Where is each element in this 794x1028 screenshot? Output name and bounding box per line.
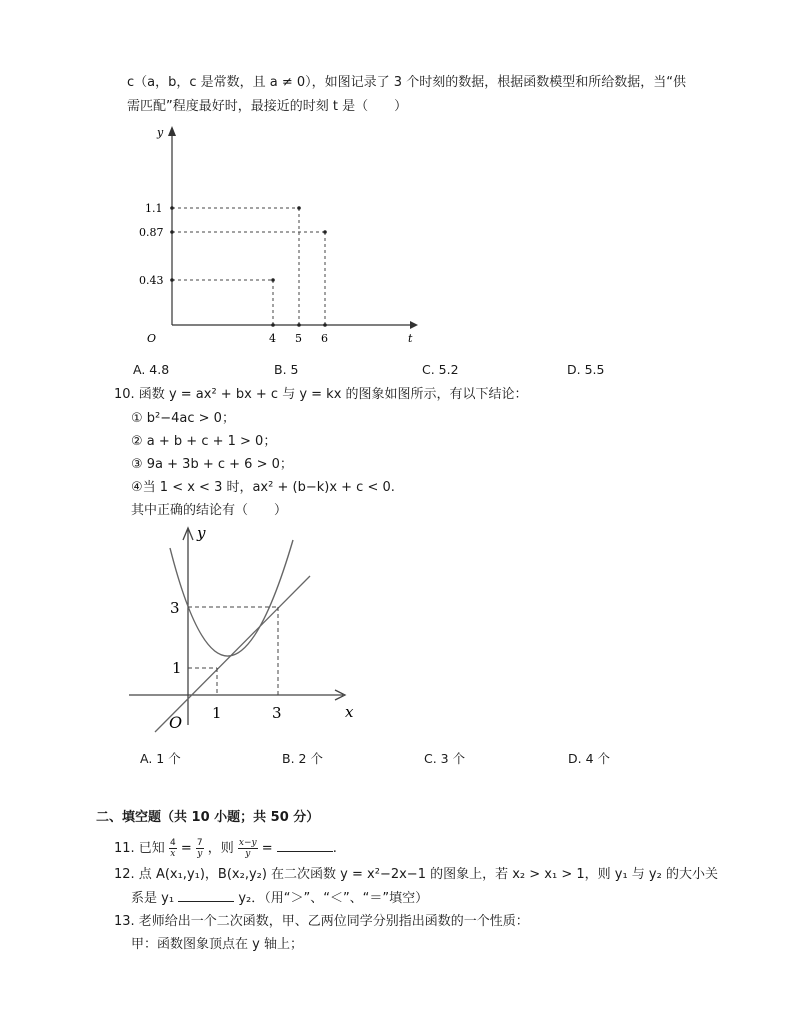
- q10-y-tick-label: 3: [170, 599, 180, 617]
- q10-stem: 10. 函数 y = ax² + bx + c 与 y = kx 的图象如图所示，有以下结论：: [114, 387, 528, 402]
- q10-conclusion-2: ② a + b + c + 1 > 0；: [131, 434, 277, 449]
- q10-option-c[interactable]: C. 3 个: [424, 751, 466, 766]
- q11-frac1-den: x: [170, 849, 176, 859]
- q9-y-tick-label: 0.87: [139, 226, 164, 239]
- q11-equals: =: [180, 841, 192, 856]
- q10-graph: [125, 520, 365, 740]
- q9-option-d[interactable]: D. 5.5: [567, 362, 605, 377]
- q11-period: .: [332, 841, 337, 856]
- q9-option-c[interactable]: C. 5.2: [422, 362, 459, 377]
- q11-frac1-num: 4: [169, 838, 176, 848]
- q10-x-tick-label: 1: [212, 704, 222, 722]
- q9-option-b[interactable]: B. 5: [274, 362, 299, 377]
- q11-fraction-7-over-y: [196, 838, 204, 859]
- q11-equals-2: =: [261, 841, 273, 856]
- q11-frac3-den: y: [245, 849, 251, 859]
- q9-x-tick-label: 6: [321, 332, 328, 345]
- q9-y-tick-label: 0.43: [139, 274, 164, 287]
- q12-line2-suffix: y₂．（用“＞”、“＜”、“＝”填空）: [238, 891, 429, 906]
- q11-line: [114, 838, 337, 860]
- q11-frac2-num: 7: [196, 838, 203, 848]
- q11-frac2-den: y: [197, 849, 203, 859]
- q9-option-a[interactable]: A. 4.8: [133, 362, 170, 377]
- q9-origin-label: O: [147, 332, 157, 345]
- q10-option-a[interactable]: A. 1 个: [140, 751, 181, 766]
- q9-y-tick-label: 1.1: [145, 202, 163, 215]
- q10-conclusion-4: ④当 1 < x < 3 时，ax² + (b−k)x + c < 0.: [131, 480, 395, 495]
- q11-fraction-target: [238, 838, 258, 859]
- q9-stem-line2: 需匹配”程度最好时，最接近的时刻 t 是（ ）: [127, 99, 408, 114]
- q10-x-tick-label: 3: [272, 704, 282, 722]
- q11-fraction-4-over-x: [169, 838, 177, 859]
- q9-graph: [125, 120, 425, 350]
- q9-x-axis-label: t: [408, 332, 413, 345]
- q10-origin-label: O: [169, 713, 183, 732]
- q9-x-tick-label: 5: [295, 332, 302, 345]
- q10-conclusion-3: ③ 9a + 3b + c + 6 > 0；: [131, 457, 293, 472]
- q12-line1: 12. 点 A(x₁,y₁)，B(x₂,y₂) 在二次函数 y = x²−2x−1 的图象上，若 x₂ > x₁ > 1，则 y₁ 与 y₂ 的大小关: [114, 867, 718, 882]
- section-title: 二、填空题（共 10 小题；共 50 分）: [96, 810, 320, 825]
- q9-y-axis-label: y: [157, 126, 164, 139]
- q11-frac3-num: x−y: [238, 838, 257, 848]
- q10-option-d[interactable]: D. 4 个: [568, 751, 610, 766]
- q10-conclusion-1: ① b²−4ac > 0；: [131, 411, 235, 426]
- q10-ask: 其中正确的结论有（ ）: [131, 503, 288, 518]
- q11-answer-blank[interactable]: [277, 839, 333, 852]
- q10-x-axis-label: x: [345, 703, 354, 721]
- q12-answer-blank[interactable]: [178, 889, 234, 902]
- q10-y-tick-label: 1: [172, 659, 182, 677]
- q12-line2: [131, 889, 428, 908]
- q11-prefix: 11. 已知: [114, 841, 165, 856]
- q12-line2-prefix: 系是 y₁: [131, 891, 175, 906]
- q10-option-b[interactable]: B. 2 个: [282, 751, 323, 766]
- q9-x-tick-label: 4: [269, 332, 276, 345]
- q9-stem-line1: c（a，b，c 是常数，且 a ≠ 0），如图记录了 3 个时刻的数据，根据函数模型和所给数据，当“供: [127, 75, 686, 90]
- q13-line2: 甲：函数图象顶点在 y 轴上；: [131, 937, 303, 952]
- q10-y-axis-label: y: [197, 524, 206, 542]
- q13-line1: 13. 老师给出一个二次函数，甲、乙两位同学分别指出函数的一个性质：: [114, 914, 529, 929]
- q11-then: ，则: [207, 841, 234, 856]
